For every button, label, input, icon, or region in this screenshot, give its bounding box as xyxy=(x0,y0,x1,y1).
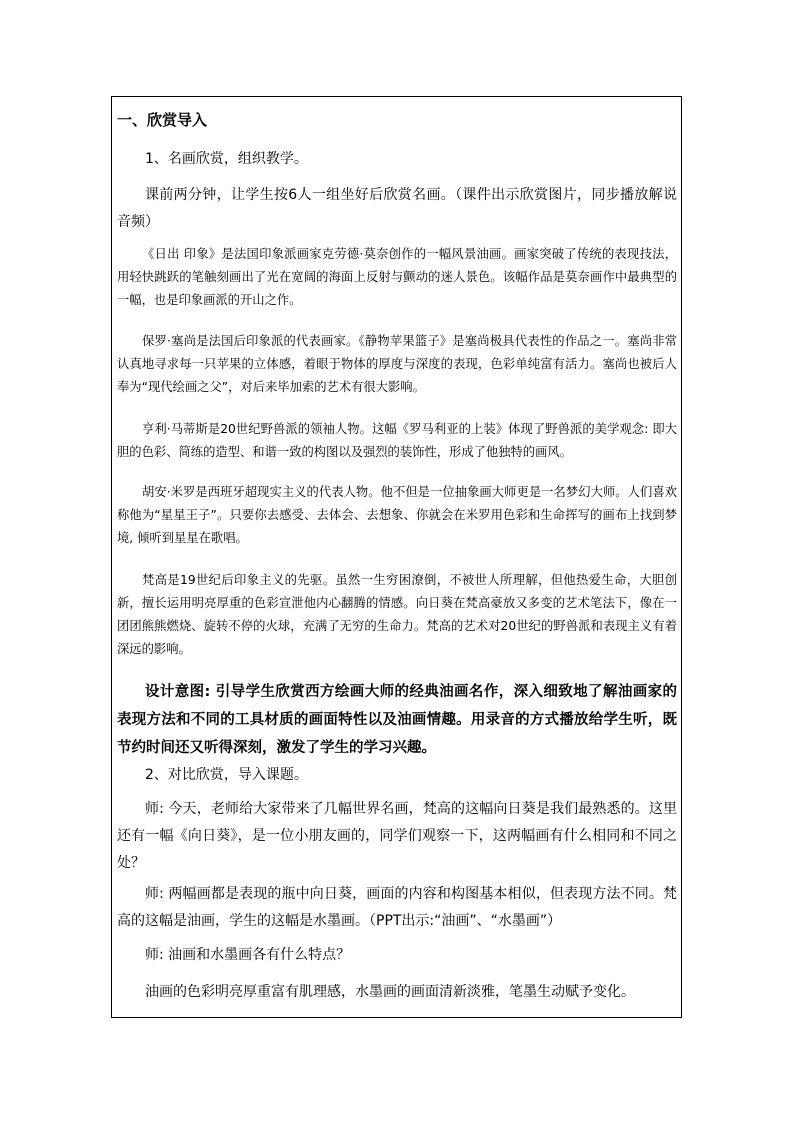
teacher-line-2: 师: 两幅画都是表现的瓶中向日葵，画面的内容和构图基本相似，但表现方法不同。梵高的这幅是油画，学生的这幅是水墨画。（PPT出示:“油画”、“水墨画”） xyxy=(117,886,677,929)
matisse-paragraph: 亨利·马蒂斯是20世纪野兽派的领袖人物。这幅《罗马利亚的上装》体现了野兽派的美学观念: 即大胆的色彩、简练的造型、和谐一致的构图以及强烈的装饰性，形成了他独特的画风。 xyxy=(117,422,677,459)
intro-paragraph: 课前两分钟，让学生按6人一组坐好后欣赏名画。（课件出示欣赏图片，同步播放解说音频） xyxy=(117,187,677,230)
step-1: 1、名画欣赏，组织教学。 xyxy=(145,151,308,167)
miro-paragraph: 胡安·米罗是西班牙超现实主义的代表人物。他不但是一位抽象画大师更是一名梦幻大师。人们喜欢称他为“星星王子”。只要你去感受、去体会、去想象、你就会在米罗用色彩和生命挥写的画布上找到梦境, 倾听到星星在歌唱。 xyxy=(117,485,677,545)
design-intent: 设计意图: 引导学生欣赏西方绘画大师的经典油画名作，深入细致地了解油画家的表现方法和不同的工具材质的画面特性以及油画情趣。用录音的方式播放给学生听，既节约时间还又听得深刻，激发了学生的学习兴趣。 xyxy=(117,684,677,756)
cezanne-paragraph: 保罗·塞尚是法国后印象派的代表画家。《静物苹果篮子》是塞尚极具代表性的作品之一。塞尚非常认真地寻求每一只苹果的立体感，着眼于物体的厚度与深度的表现，色彩单纯富有活力。塞尚也被后人奉为“现代绘画之父”，对后来毕加索的艺术有很大影响。 xyxy=(117,334,677,394)
step-2: 2、对比欣赏，导入课题。 xyxy=(145,767,308,783)
section-title: 一、欣赏导入 xyxy=(117,111,208,129)
monet-paragraph: 《日出 印象》是法国印象派画家克劳德·莫奈创作的一幅风景油画。画家突破了传统的表现技法，用轻快跳跃的笔触刻画出了光在宽阔的海面上反射与颤动的迷人景色。该幅作品是莫奈画作中最典型的一幅，也是印象画派的开山之作。 xyxy=(117,247,677,307)
vangogh-paragraph: 梵高是19世纪后印象主义的先驱。虽然一生穷困潦倒，不被世人所理解，但他热爱生命，大胆创新，擅长运用明亮厚重的色彩宣泄他内心翻腾的情感。向日葵在梵高豪放又多变的艺术笔法下，像在一团团熊熊燃烧、旋转不停的火球，充满了无穷的生命力。梵高的艺术对20世纪的野兽派和表现主义有着深远的影响。 xyxy=(117,573,677,656)
teacher-line-3: 师: 油画和水墨画各有什么特点？ xyxy=(145,947,351,963)
answer-line: 油画的色彩明亮厚重富有肌理感，水墨画的画面清新淡雅，笔墨生动赋予变化。 xyxy=(145,984,635,1000)
teacher-line-1: 师: 今天，老师给大家带来了几幅世界名画，梵高的这幅向日葵是我们最熟悉的。这里还有一幅《向日葵》，是一位小朋友画的，同学们观察一下，这两幅画有什么相同和不同之处？ xyxy=(117,801,677,871)
